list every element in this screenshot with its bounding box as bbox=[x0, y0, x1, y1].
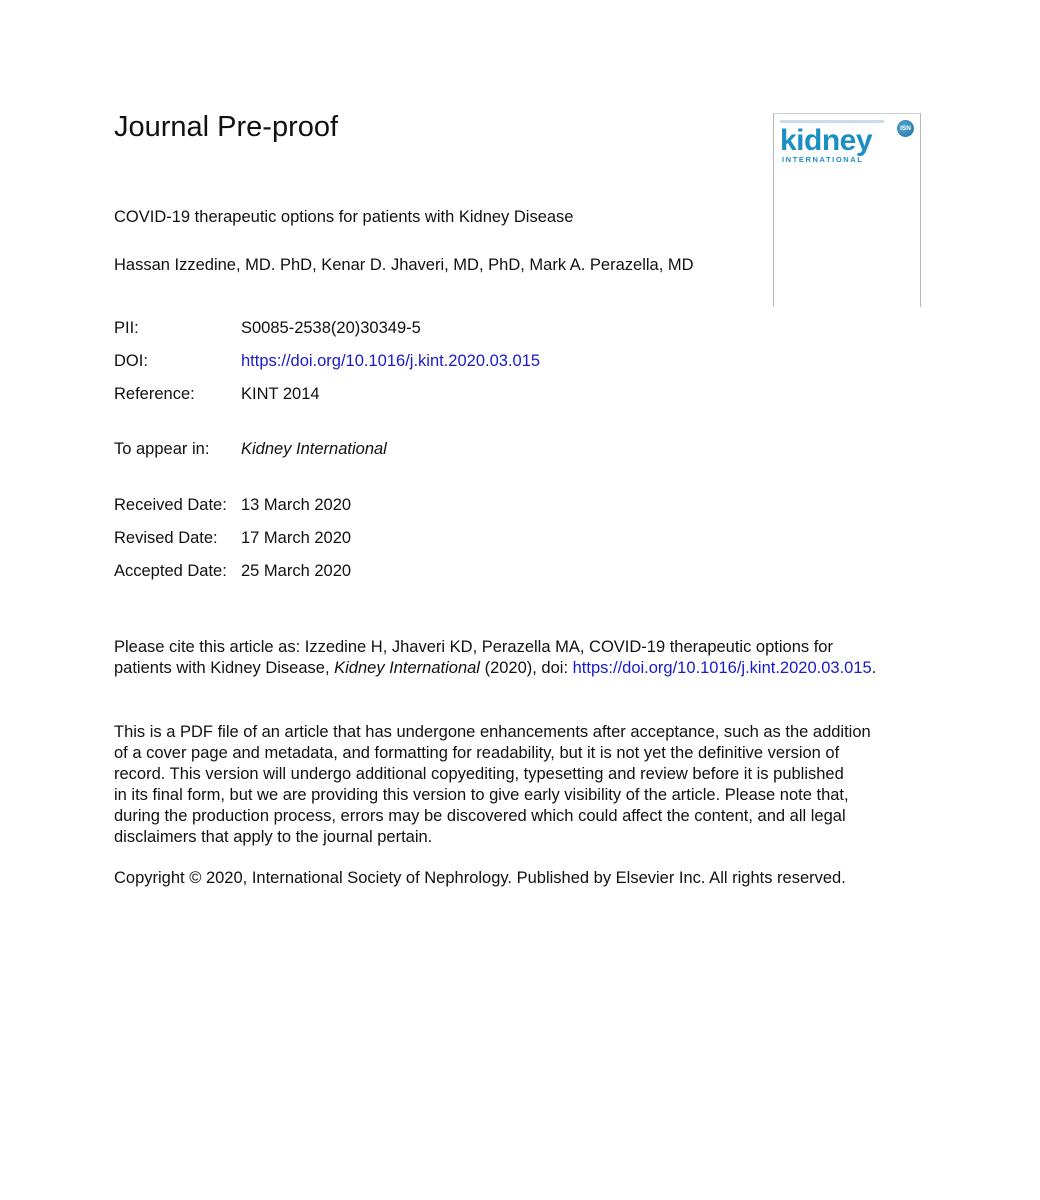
received-date-value: 13 March 2020 bbox=[241, 496, 352, 514]
disclaimer-line: This is a PDF file of an article that has undergone enhancements after acceptance, such as the addition bbox=[114, 723, 871, 741]
journal-pre-proof-heading: Journal Pre-proof bbox=[114, 111, 339, 143]
journal-cover-thumbnail bbox=[773, 113, 921, 307]
citation-text: (2020), doi: bbox=[479, 659, 573, 677]
article-authors: Hassan Izzedine, MD. PhD, Kenar D. Jhaveri, MD, PhD, Mark A. Perazella, MD bbox=[114, 256, 694, 274]
article-title: COVID-19 therapeutic options for patients with Kidney Disease bbox=[114, 208, 574, 226]
reference-value: KINT 2014 bbox=[241, 385, 320, 403]
citation-paragraph bbox=[114, 637, 934, 679]
doi-label: DOI: bbox=[114, 352, 148, 370]
copyright-notice bbox=[114, 868, 934, 889]
isn-badge-icon: ISN bbox=[897, 120, 914, 137]
cover-tagline-bar bbox=[780, 120, 884, 123]
disclaimer-line: in its final form, but we are providing this version to give early visibility of the article. Please note that, bbox=[114, 786, 849, 804]
to-appear-in-journal: Kidney International bbox=[241, 440, 387, 458]
citation-text: . bbox=[871, 659, 877, 677]
disclaimer-paragraph bbox=[114, 722, 934, 848]
citation-journal: Kidney International bbox=[334, 659, 480, 677]
received-date-label: Received Date: bbox=[114, 496, 227, 514]
to-appear-in-label: To appear in: bbox=[114, 440, 210, 458]
revised-date-label: Revised Date: bbox=[114, 529, 218, 547]
kidney-international-logo: kidney bbox=[780, 124, 873, 157]
disclaimer-line: record. This version will undergo additional copyediting, typesetting and review before it is published bbox=[114, 765, 844, 783]
doi-link[interactable]: https://doi.org/10.1016/j.kint.2020.03.015 bbox=[241, 352, 541, 370]
pii-value: S0085-2538(20)30349-5 bbox=[241, 319, 421, 337]
copyright-line: Copyright © 2020, International Society of Nephrology. Published by Elsevier Inc. All rights reserved. bbox=[114, 869, 846, 887]
cover-logo-subtitle: INTERNATIONAL bbox=[782, 155, 864, 164]
disclaimer-line: of a cover page and metadata, and formatting for readability, but it is not yet the definitive version of bbox=[114, 744, 840, 762]
reference-label: Reference: bbox=[114, 385, 195, 403]
disclaimer-line: disclaimers that apply to the journal pertain. bbox=[114, 828, 433, 846]
citation-doi-link[interactable]: https://doi.org/10.1016/j.kint.2020.03.015 bbox=[572, 659, 872, 677]
citation-line: Please cite this article as: Izzedine H, Jhaveri KD, Perazella MA, COVID-19 therapeutic options for bbox=[114, 638, 833, 656]
citation-text: patients with Kidney Disease, bbox=[114, 659, 335, 677]
pii-label: PII: bbox=[114, 319, 139, 337]
revised-date-value: 17 March 2020 bbox=[241, 529, 352, 547]
accepted-date-label: Accepted Date: bbox=[114, 562, 227, 580]
accepted-date-value: 25 March 2020 bbox=[241, 562, 352, 580]
disclaimer-line: during the production process, errors may be discovered which could affect the content, and all legal bbox=[114, 807, 846, 825]
citation-line bbox=[114, 658, 934, 679]
